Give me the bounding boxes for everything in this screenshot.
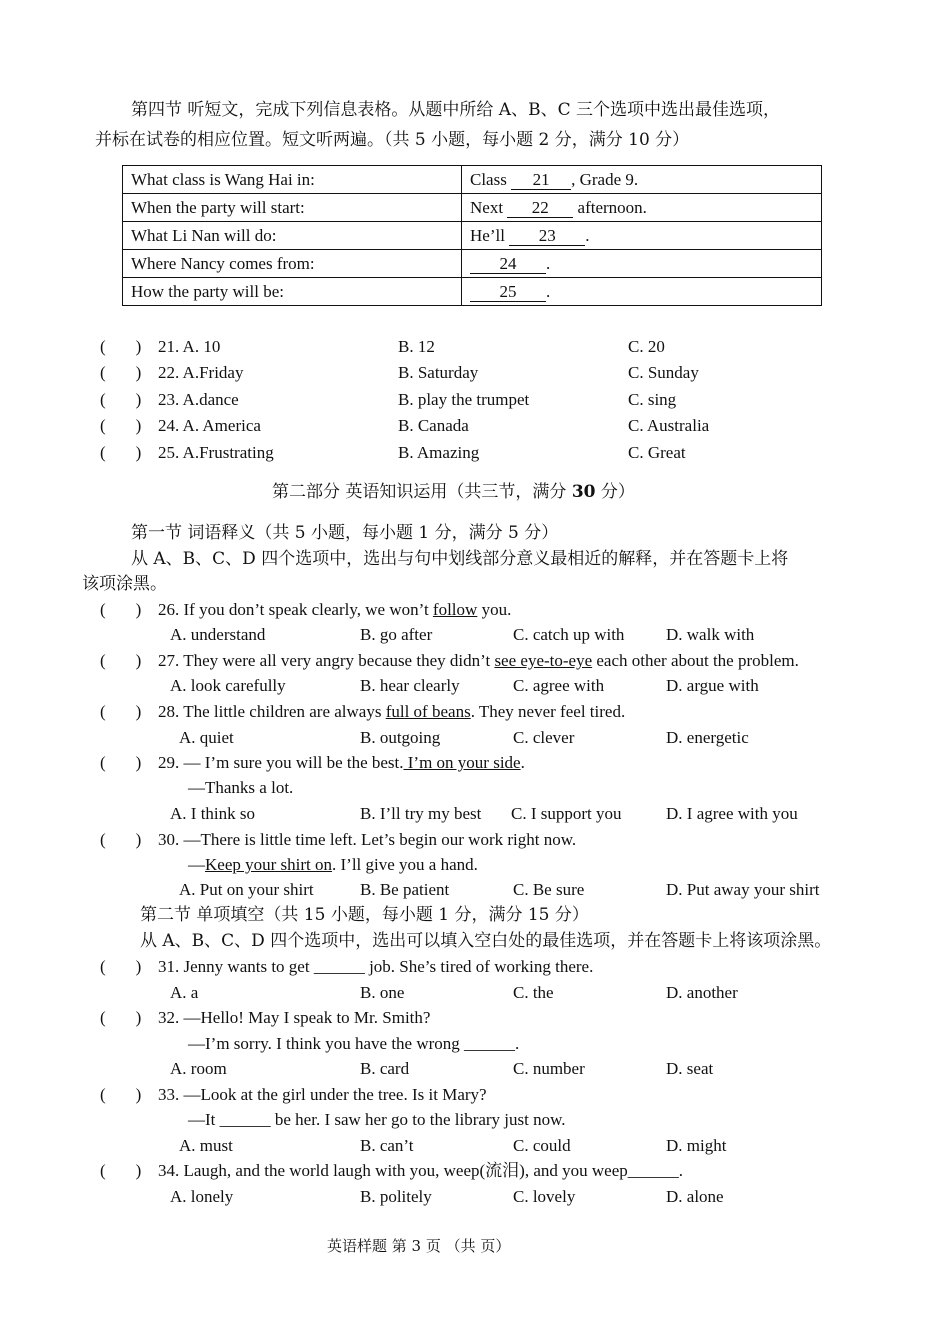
option-b: B. Saturday bbox=[398, 363, 479, 382]
question-31: 31. Jenny wants to get ______ job. She’s tired of working there. bbox=[158, 957, 594, 976]
option-c: C. agree with bbox=[513, 676, 605, 695]
answer-bracket[interactable]: ( ) bbox=[100, 443, 142, 462]
option-c: C. number bbox=[513, 1059, 585, 1078]
option-b: B. play the trumpet bbox=[398, 390, 530, 409]
option-b: B. 12 bbox=[398, 337, 435, 356]
option-c: C. I support you bbox=[511, 804, 622, 823]
option-d: D. alone bbox=[666, 1187, 724, 1206]
answer-blank: 25 bbox=[470, 283, 546, 302]
answer-blank: 22 bbox=[507, 199, 573, 218]
option-b: B. outgoing bbox=[360, 728, 441, 747]
question-22: 22. A.Friday bbox=[158, 363, 244, 382]
table-row bbox=[123, 278, 822, 306]
option-c: C. sing bbox=[628, 390, 677, 409]
option-b: B. can’t bbox=[360, 1136, 414, 1155]
section1-instruction-line1: 从 A、B、C、D 四个选项中，选出与句中划线部分意义最相近的解释，并在答题卡上将 bbox=[131, 549, 789, 569]
question-32-reply: —I’m sorry. I think you have the wrong ______. bbox=[188, 1034, 520, 1053]
page-footer: 英语样题 第 3 页 （共 页） bbox=[327, 1237, 511, 1255]
question-28: 28. The little children are always full of beans. They never feel tired. bbox=[158, 702, 626, 721]
answer-blank: 23 bbox=[509, 227, 585, 246]
option-b: B. card bbox=[360, 1059, 410, 1078]
table-question: Where Nancy comes from: bbox=[123, 250, 462, 278]
option-c: C. Great bbox=[628, 443, 686, 462]
option-a: A. must bbox=[179, 1136, 233, 1155]
option-c: C. Be sure bbox=[513, 880, 585, 899]
answer-bracket[interactable]: ( ) bbox=[100, 390, 142, 409]
question-27: 27. They were all very angry because they didn’t see eye-to-eye each other about the problem. bbox=[158, 651, 799, 670]
option-d: D. energetic bbox=[666, 728, 749, 747]
answer-bracket[interactable]: ( ) bbox=[100, 337, 142, 356]
table-question: What Li Nan will do: bbox=[123, 222, 462, 250]
table-question: What class is Wang Hai in: bbox=[123, 166, 462, 194]
table-answer: Next 22 afternoon. bbox=[462, 194, 822, 222]
part2-title: 第二部分 英语知识运用（共三节，满分 30 分） bbox=[272, 482, 635, 502]
answer-bracket[interactable]: ( ) bbox=[100, 363, 142, 382]
question-33-reply: —It ______ be her. I saw her go to the library just now. bbox=[188, 1110, 566, 1129]
option-b: B. politely bbox=[360, 1187, 432, 1206]
option-b: B. Canada bbox=[398, 416, 469, 435]
table-question: When the party will start: bbox=[123, 194, 462, 222]
answer-bracket[interactable]: ( ) bbox=[100, 600, 142, 619]
answer-bracket[interactable]: ( ) bbox=[100, 830, 142, 849]
table-answer: He’ll 23 . bbox=[462, 222, 822, 250]
option-a: A. I think so bbox=[170, 804, 255, 823]
section1-title: 第一节 词语释义（共 5 小题，每小题 1 分，满分 5 分） bbox=[131, 523, 559, 543]
answer-bracket[interactable]: ( ) bbox=[100, 1085, 142, 1104]
table-row bbox=[123, 166, 822, 194]
answer-bracket[interactable]: ( ) bbox=[100, 1008, 142, 1027]
answer-bracket[interactable]: ( ) bbox=[100, 651, 142, 670]
option-d: D. another bbox=[666, 983, 738, 1002]
table-answer: Class 21 , Grade 9. bbox=[462, 166, 822, 194]
option-b: B. Be patient bbox=[360, 880, 450, 899]
answer-bracket[interactable]: ( ) bbox=[100, 957, 142, 976]
table-question: How the party will be: bbox=[123, 278, 462, 306]
answer-bracket[interactable]: ( ) bbox=[100, 702, 142, 721]
question-26: 26. If you don’t speak clearly, we won’t follow you. bbox=[158, 600, 512, 619]
option-c: C. 20 bbox=[628, 337, 665, 356]
answer-bracket[interactable]: ( ) bbox=[100, 1161, 142, 1180]
option-b: B. hear clearly bbox=[360, 676, 460, 695]
option-d: D. Put away your shirt bbox=[666, 880, 820, 899]
option-b: B. one bbox=[360, 983, 405, 1002]
question-33: 33. —Look at the girl under the tree. Is it Mary? bbox=[158, 1085, 487, 1104]
section1-instruction-line2: 该项涂黑。 bbox=[82, 574, 167, 594]
option-a: A. Put on your shirt bbox=[179, 880, 314, 899]
option-d: D. I agree with you bbox=[666, 804, 798, 823]
section4-instruction-line1: 第四节 听短文，完成下列信息表格。从题中所给 A、B、C 三个选项中选出最佳选项， bbox=[131, 100, 780, 120]
answer-bracket[interactable]: ( ) bbox=[100, 753, 142, 772]
question-34: 34. Laugh, and the world laugh with you, weep(流泪), and you weep______. bbox=[158, 1161, 683, 1180]
question-25: 25. A.Frustrating bbox=[158, 443, 274, 462]
option-a: A. understand bbox=[170, 625, 266, 644]
option-b: B. go after bbox=[360, 625, 433, 644]
section2-instruction: 从 A、B、C、D 四个选项中，选出可以填入空白处的最佳选项，并在答题卡上将该项涂黑。 bbox=[140, 931, 832, 951]
section4-instruction-line2: 并标在试卷的相应位置。短文听两遍。（共 5 小题，每小题 2 分，满分 10 分） bbox=[95, 130, 690, 150]
question-24: 24. A. America bbox=[158, 416, 261, 435]
option-a: A. a bbox=[170, 983, 199, 1002]
answer-blank: 21 bbox=[511, 171, 571, 190]
info-table bbox=[122, 165, 822, 306]
question-21: 21. A. 10 bbox=[158, 337, 221, 356]
option-d: D. argue with bbox=[666, 676, 759, 695]
option-d: D. seat bbox=[666, 1059, 714, 1078]
table-row bbox=[123, 194, 822, 222]
option-c: C. Australia bbox=[628, 416, 710, 435]
answer-bracket[interactable]: ( ) bbox=[100, 416, 142, 435]
table-answer: 25 . bbox=[462, 278, 822, 306]
question-30-reply: —Keep your shirt on. I’ll give you a hand. bbox=[188, 855, 478, 874]
question-29: 29. — I’m sure you will be the best. I’m on your side. bbox=[158, 753, 525, 772]
option-c: C. clever bbox=[513, 728, 575, 747]
question-23: 23. A.dance bbox=[158, 390, 239, 409]
table-row bbox=[123, 250, 822, 278]
option-b: B. Amazing bbox=[398, 443, 480, 462]
question-29-reply: —Thanks a lot. bbox=[188, 778, 294, 797]
section2-title: 第二节 单项填空（共 15 小题，每小题 1 分，满分 15 分） bbox=[140, 905, 589, 925]
option-c: C. could bbox=[513, 1136, 571, 1155]
table-answer: 24 . bbox=[462, 250, 822, 278]
question-32: 32. —Hello! May I speak to Mr. Smith? bbox=[158, 1008, 431, 1027]
option-c: C. the bbox=[513, 983, 554, 1002]
option-a: A. lonely bbox=[170, 1187, 234, 1206]
option-b: B. I’ll try my best bbox=[360, 804, 482, 823]
option-c: C. lovely bbox=[513, 1187, 576, 1206]
option-d: D. walk with bbox=[666, 625, 755, 644]
option-d: D. might bbox=[666, 1136, 727, 1155]
option-a: A. look carefully bbox=[170, 676, 286, 695]
table-row bbox=[123, 222, 822, 250]
option-a: A. room bbox=[170, 1059, 227, 1078]
question-30: 30. —There is little time left. Let’s begin our work right now. bbox=[158, 830, 577, 849]
option-c: C. Sunday bbox=[628, 363, 699, 382]
answer-blank: 24 bbox=[470, 255, 546, 274]
option-a: A. quiet bbox=[179, 728, 234, 747]
option-c: C. catch up with bbox=[513, 625, 625, 644]
